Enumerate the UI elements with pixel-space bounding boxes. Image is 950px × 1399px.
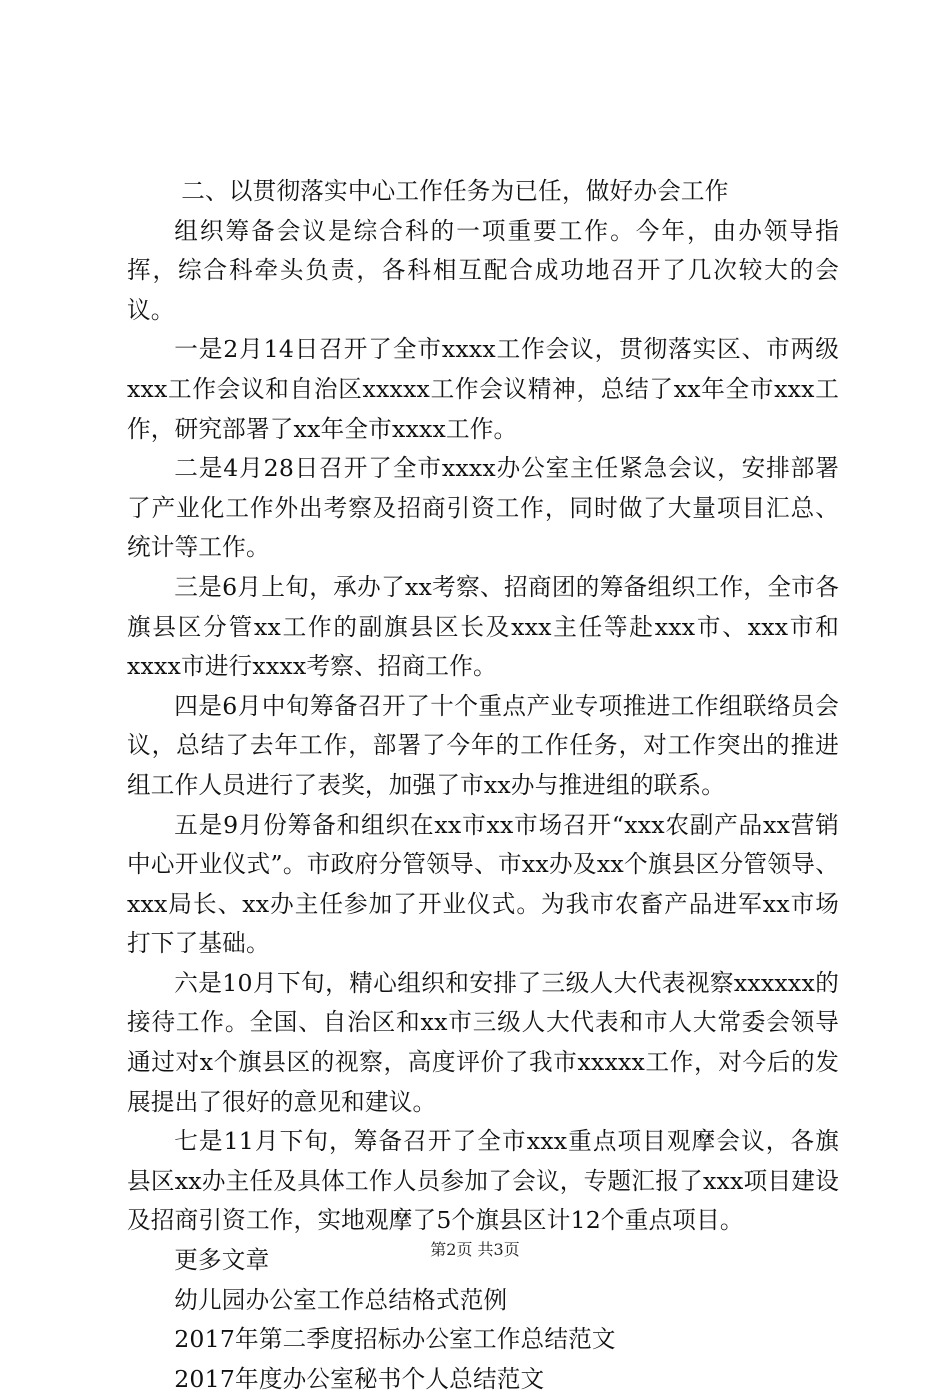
paragraph-item-1: 一是2月14日召开了全市xxxx工作会议，贯彻落实区、市两级xxx工作会议和自治区xxxxx工作会议精神，总结了xx年全市xxx工作，研究部署了xx年全市xxxx工作。 bbox=[127, 335, 839, 443]
document-body bbox=[127, 172, 839, 1399]
paragraph-item-4: 四是6月中旬筹备召开了十个重点产业专项推进工作组联络员会议，总结了去年工作，部署了今年的工作任务，对工作突出的推进组工作人员进行了表奖，加强了市xx办与推进组的联系。 bbox=[127, 691, 839, 799]
section-heading: 二、以贯彻落实中心工作任务为已任，做好办会工作 bbox=[181, 177, 729, 205]
paragraph-item-7: 七是11月下旬，筹备召开了全市xxx重点项目观摩会议，各旗县区xx办主任及具体工作人员参加了会议，专题汇报了xxx项目建设及招商引资工作，实地观摩了5个旗县区计12个重点项目。 bbox=[127, 1127, 839, 1235]
paragraph-item-2: 二是4月28日召开了全市xxxx办公室主任紧急会议，安排部署了产业化工作外出考察及招商引资工作，同时做了大量项目汇总、统计等工作。 bbox=[127, 454, 839, 562]
page-number-footer: 第2页 共3页 bbox=[430, 1240, 520, 1259]
more-article-link[interactable]: 幼儿园办公室工作总结格式范例 bbox=[174, 1285, 508, 1314]
paragraph-intro: 组织筹备会议是综合科的一项重要工作。今年，由办领导指挥，综合科牵头负责，各科相互配合成功地召开了几次较大的会议。 bbox=[127, 216, 839, 324]
paragraph-item-6: 六是10月下旬，精心组织和安排了三级人大代表视察xxxxxx的接待工作。全国、自治区和xx市三级人大代表和市人大常委会领导通过对x个旗县区的视察，高度评价了我市xxxxx工作，对今后的发展提出了很好的意见和建议。 bbox=[127, 968, 839, 1116]
paragraph-item-5: 五是9月份筹备和组织在xx市xx市场召开“xxx农副产品xx营销中心开业仪式”。市政府分管领导、市xx办及xx个旗县区分管领导、xxx局长、xx办主任参加了开业仪式。为我市农畜产品进军xx市场打下了基础。 bbox=[127, 810, 839, 958]
more-articles-heading: 更多文章 bbox=[174, 1246, 270, 1275]
more-article-link[interactable]: 2017年度办公室秘书个人总结范文 bbox=[174, 1364, 545, 1393]
paragraph-item-3: 三是6月上旬，承办了xx考察、招商团的筹备组织工作，全市各旗县区分管xx工作的副旗县区长及xxx主任等赴xxx市、xxx市和xxxx市进行xxxx考察、招商工作。 bbox=[127, 572, 839, 681]
more-article-link[interactable]: 2017年第二季度招标办公室工作总结范文 bbox=[174, 1325, 616, 1354]
